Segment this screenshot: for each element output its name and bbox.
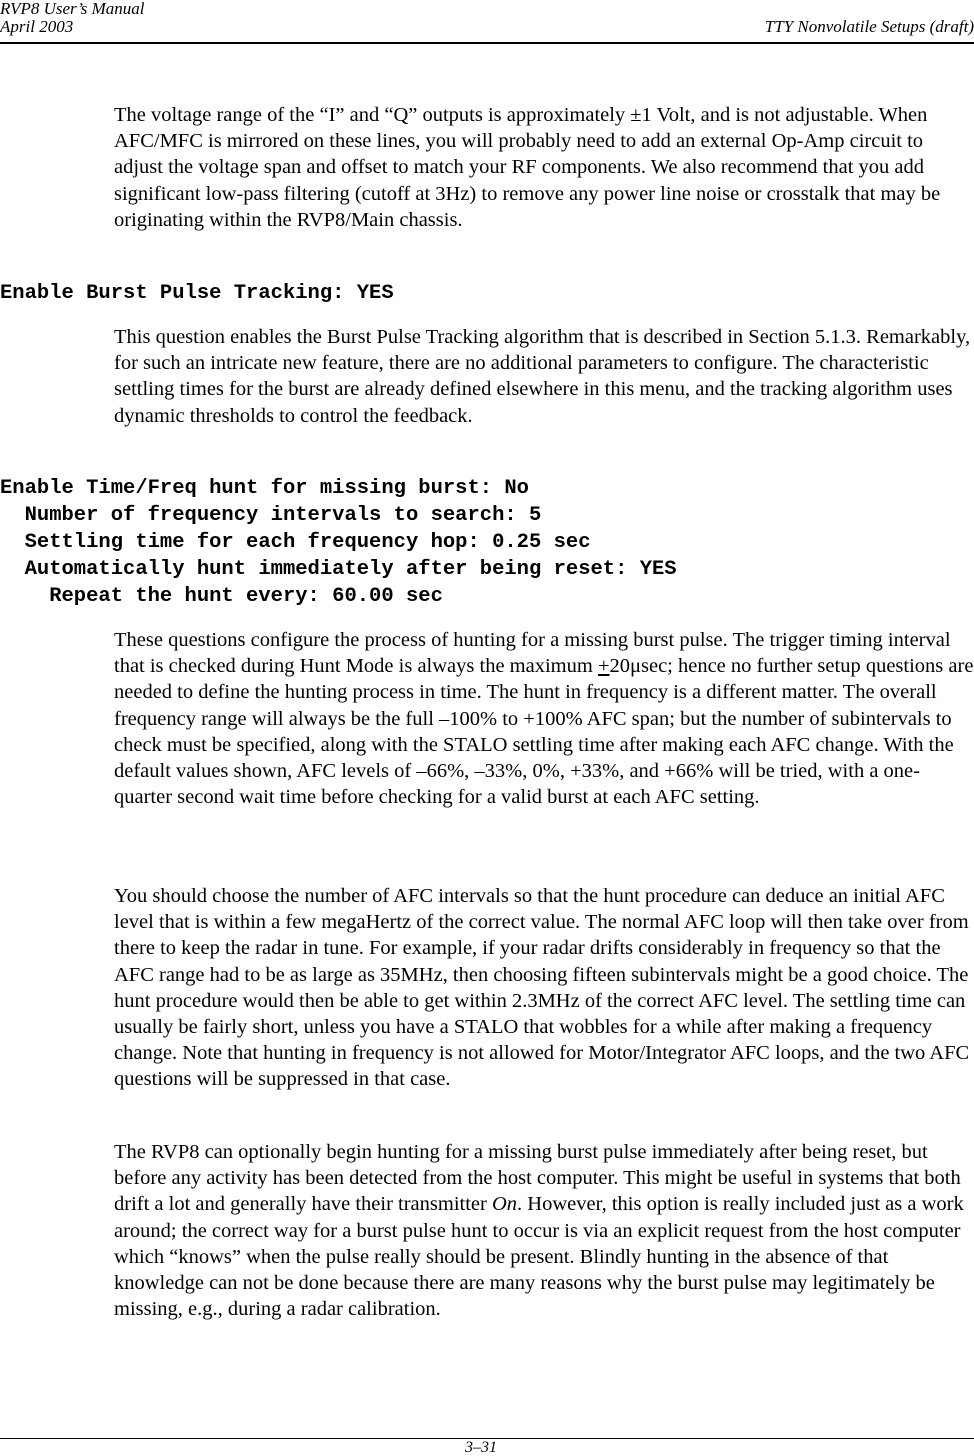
paragraph-hunt-after-reset xyxy=(114,1139,974,1322)
plus-minus-sign: + xyxy=(597,655,610,678)
hunt-text-part-1: These questions configure the process of hunting for a missing burst pulse. The trigger timing interval that is checked during Hunt Mode is always the maximum xyxy=(114,629,951,678)
setting-frequency-intervals: Number of frequency intervals to search: 5 xyxy=(0,504,542,527)
setting-auto-hunt-after-reset: Automatically hunt immediately after being reset: YES xyxy=(0,558,677,581)
section-title: TTY Nonvolatile Setups (draft) xyxy=(764,17,974,36)
header-rule xyxy=(0,42,974,44)
manual-title: RVP8 User’s Manual xyxy=(0,0,145,18)
hunt-text-part-2: 20μsec; hence no further setup questions are needed to define the hunting process in time. The hunt in frequency is a different matter. The overall frequency range will always be the full –100% to +100% AFC span; but the number of subintervals to check must be specified, along with the STALO settling time after making each AFC change. With the default values shown, AFC levels of –66%, –33%, 0%, +33%, and +66% will be tried, with a one-quarter second wait time before checking for a valid burst at each AFC setting. xyxy=(114,655,974,809)
header-date: April 2003 xyxy=(0,17,74,36)
page-number: 3–31 xyxy=(465,1439,497,1456)
paragraph-voltage-range: The voltage range of the “I” and “Q” outputs is approximately ±1 Volt, and is not adjustable. When AFC/MFC is mirrored on these lines, you will probably need to add an external Op-Amp circuit to adjust the voltage span and offset to match your RF components. We also recommend that you add significant low-pass filtering (cutoff at 3Hz) to remove any power line noise or crosstalk that may be originating within the RVP8/Main chassis. xyxy=(114,104,941,231)
paragraph-burst-tracking: This question enables the Burst Pulse Tracking algorithm that is described in Section 5.1.3. Remarkably, for such an intricate new feature, there are no additional parameters to configure. The characteristic settling times for the burst are already defined elsewhere in this menu, and the tracking algorithm uses dynamic thresholds to control the feedback. xyxy=(114,326,971,427)
reset-text-part-1: The RVP8 can optionally begin hunting for a missing burst pulse immediately after being reset, but before any activity has been detected from the host computer. This might be useful in systems that both drift a lot and generally have their transmitter xyxy=(114,1141,961,1216)
emphasis-on: On xyxy=(491,1193,518,1216)
setting-burst-pulse-tracking: Enable Burst Pulse Tracking: YES xyxy=(0,282,394,305)
setting-repeat-hunt: Repeat the hunt every: 60.00 sec xyxy=(0,585,443,608)
setting-settling-time: Settling time for each frequency hop: 0.25 sec xyxy=(0,531,591,554)
paragraph-afc-intervals: You should choose the number of AFC intervals so that the hunt procedure can deduce an initial AFC level that is within a few megaHertz of the correct value. The normal AFC loop will then take over from there to keep the radar in tune. For example, if your radar drifts considerably in frequency so that the AFC range had to be as large as 35MHz, then choosing fifteen subintervals might be a good choice. The hunt procedure would then be able to get within 2.3MHz of the correct AFC level. The settling time can usually be fairly short, unless you have a STALO that wobbles for a while after making a frequency change. Note that hunting in frequency is not allowed for Motor/Integrator AFC loops, and the two AFC questions will be suppressed in that case. xyxy=(114,885,970,1091)
page-header xyxy=(0,0,974,44)
paragraph-hunt-process xyxy=(114,627,974,810)
setting-time-freq-hunt: Enable Time/Freq hunt for missing burst: No xyxy=(0,477,529,500)
reset-text-part-2: . However, this option is really included just as a work around; the correct way for a burst pulse hunt to occur is via an explicit request from the host computer which “knows” when the pulse really should be present. Blindly hunting in the absence of that knowledge can not be done because there are many reasons why the burst pulse may legitimately be missing, e.g., during a radar calibration. xyxy=(114,1193,964,1321)
